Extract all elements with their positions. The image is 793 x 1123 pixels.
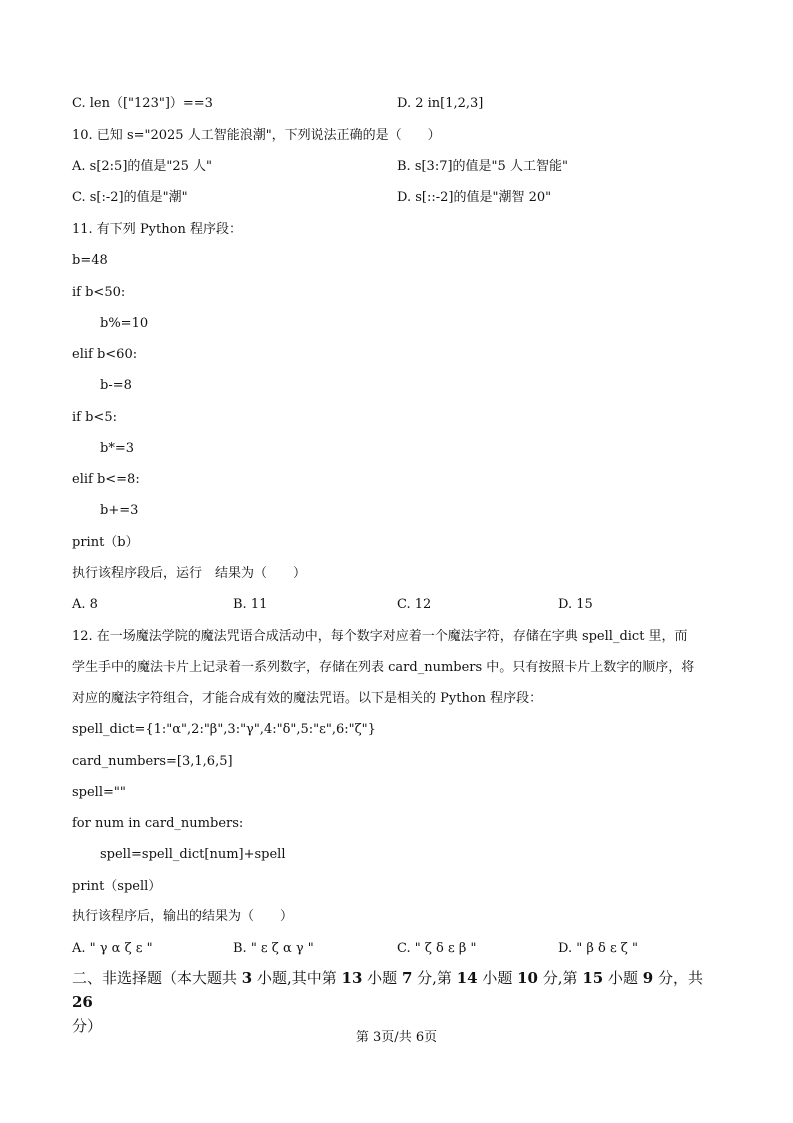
q12-code-line: card_numbers=[3,1,6,5]: [72, 754, 233, 769]
q11-code-line: if b<50:: [72, 285, 126, 300]
section-heading-text: 分,第: [538, 969, 583, 987]
q12-stem-line: 学生手中的魔法卡片上记录着一系列数字，存储在列表 card_numbers 中。只有按照卡片上数字的顺序，将: [72, 660, 695, 675]
section-heading-number: 14: [456, 969, 478, 987]
q12-stem-line: 12. 在一场魔法学院的魔法咒语合成活动中，每个数字对应着一个魔法字符，存储在字典 spell_dict 里，而: [72, 629, 688, 644]
q11-code-line: b=48: [72, 253, 108, 268]
q11-option-c: C. 12: [397, 597, 432, 612]
q11-code-line: b*=3: [100, 441, 134, 456]
q9-option-d: D. 2 in[1,2,3]: [397, 96, 484, 111]
q12-code-line: spell=spell_dict[num]+spell: [100, 847, 286, 862]
section-heading-number: 26: [72, 993, 93, 1011]
q11-option-d: D. 15: [558, 597, 593, 612]
section-heading-text: 分）: [72, 1017, 103, 1035]
q12-code-line: print（spell）: [72, 879, 162, 894]
q9-option-c: C. len（["123"]）==3: [72, 96, 213, 111]
q12-stem-line: 对应的魔法字符组合，才能合成有效的魔法咒语。以下是相关的 Python 程序段：: [72, 691, 543, 706]
section-heading-number: 13: [341, 969, 363, 987]
section-heading-text: 分,第: [412, 969, 457, 987]
section-heading-text: 小题: [362, 969, 402, 987]
section-heading-number: 7: [401, 969, 413, 987]
q11-code-line: b%=10: [100, 316, 149, 331]
q11-code-line: print（b）: [72, 535, 139, 550]
q11-code-line: b+=3: [100, 503, 139, 518]
q11-code-line: if b<5:: [72, 410, 117, 425]
q11-code-line: elif b<=8:: [72, 472, 140, 487]
q12-code-line: spell_dict={1:"α",2:"β",3:"γ",4:"δ",5:"ε",6:"ζ"}: [72, 722, 376, 737]
q12-option-a: A. " γ α ζ ε ": [72, 941, 153, 956]
q10-stem: 10. 已知 s="2025 人工智能浪潮"，下列说法正确的是（ ）: [72, 128, 441, 143]
q10-option-a: A. s[2:5]的值是"25 人": [72, 159, 213, 174]
q11-code-line: b-=8: [100, 378, 132, 393]
q12-code-line: for num in card_numbers:: [72, 816, 244, 831]
q11-code-line: elif b<60:: [72, 347, 138, 362]
section-heading-number: 9: [642, 969, 654, 987]
q11-option-a: A. 8: [72, 597, 98, 612]
q10-option-b: B. s[3:7]的值是"5 人工智能": [397, 159, 568, 174]
section-heading-text: 小题,其中第: [252, 969, 342, 987]
q12-question: 执行该程序后，输出的结果为（ ）: [72, 909, 294, 924]
q11-option-b: B. 11: [233, 597, 268, 612]
section-heading-text: 分，共: [653, 969, 703, 987]
q11-question: 执行该程序段后，运行 结果为（ ）: [72, 566, 307, 581]
section-heading-text: 小题: [603, 969, 643, 987]
q12-code-line: spell="": [72, 785, 126, 800]
section-heading-number: 3: [241, 969, 253, 987]
q11-stem: 11. 有下列 Python 程序段：: [72, 222, 242, 237]
q12-option-d: D. " β δ ε ζ ": [558, 941, 638, 956]
section-heading-number: 10: [517, 969, 538, 987]
q12-option-b: B. " ε ζ α γ ": [233, 941, 314, 956]
q10-option-d: D. s[::-2]的值是"潮智 20": [397, 190, 552, 205]
section-heading-text: 小题: [477, 969, 518, 987]
section-heading-number: 15: [582, 969, 604, 987]
section-heading-text: 二、非选择题（本大题共: [72, 969, 242, 987]
q10-option-c: C. s[:-2]的值是"潮": [72, 190, 188, 205]
q12-option-c: C. " ζ δ ε β ": [397, 941, 477, 956]
page-footer: 第 3页/共 6页: [355, 1030, 438, 1045]
